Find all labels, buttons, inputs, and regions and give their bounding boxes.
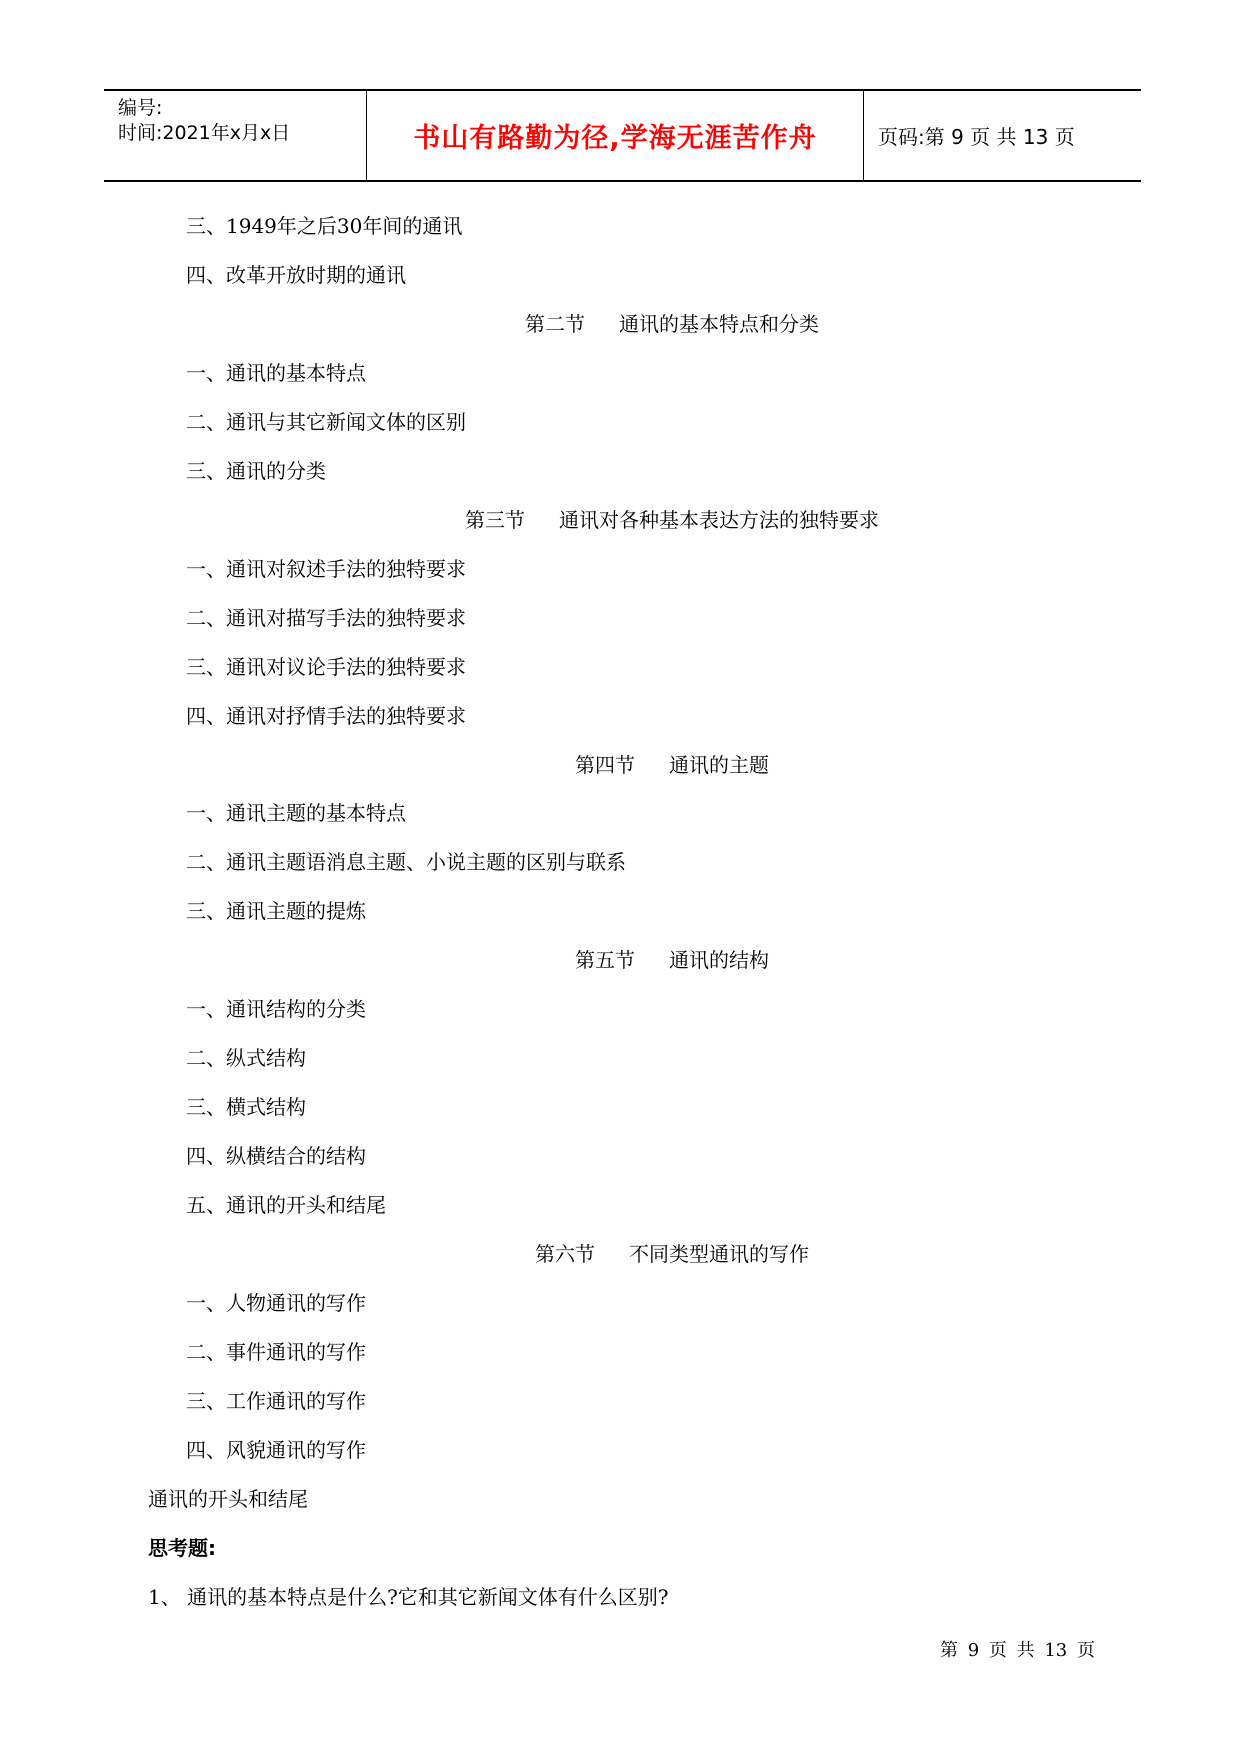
- list-item: 四、风貌通讯的写作: [186, 1438, 366, 1462]
- list-item: 一、通讯对叙述手法的独特要求: [186, 557, 466, 581]
- header-page-cell: [864, 91, 1141, 180]
- list-item: 三、通讯主题的提炼: [186, 899, 366, 923]
- section-number: 第五节: [575, 948, 635, 972]
- list-item: 三、通讯对议论手法的独特要求: [186, 655, 466, 679]
- document-time-label: 时间:2021年x月x日: [118, 122, 291, 144]
- section-number: 第三节: [465, 508, 525, 532]
- list-item: 二、通讯对描写手法的独特要求: [186, 606, 466, 630]
- list-item: 三、通讯的分类: [186, 459, 326, 483]
- section-heading: [0, 508, 1241, 532]
- section-number: 第二节: [525, 312, 585, 336]
- section-title: 不同类型通讯的写作: [629, 1242, 809, 1266]
- page-footer: 第 9 页 共 13 页: [940, 1640, 1095, 1661]
- section-number: 第四节: [575, 753, 635, 777]
- list-item: 三、1949年之后30年间的通讯: [186, 214, 463, 238]
- section-number: 第六节: [535, 1242, 595, 1266]
- section-heading: [0, 312, 1241, 336]
- document-number-label: 编号:: [118, 97, 163, 119]
- section-title: 通讯的基本特点和分类: [619, 312, 819, 336]
- section-heading: [0, 753, 1241, 777]
- section-heading: [0, 1242, 1241, 1266]
- list-item: 二、通讯与其它新闻文体的区别: [186, 410, 466, 434]
- closing-line: 通讯的开头和结尾: [148, 1487, 308, 1511]
- list-item: 二、事件通讯的写作: [186, 1340, 366, 1364]
- section-title: 通讯对各种基本表达方法的独特要求: [559, 508, 879, 532]
- document-header: [104, 89, 1141, 182]
- list-item: 二、通讯主题语消息主题、小说主题的区别与联系: [186, 850, 626, 874]
- list-item: 一、通讯结构的分类: [186, 997, 366, 1021]
- list-item: 一、通讯主题的基本特点: [186, 801, 406, 825]
- questions-heading: 思考题:: [148, 1536, 216, 1560]
- header-motto-cell: [367, 91, 864, 180]
- list-item: 二、纵式结构: [186, 1046, 306, 1070]
- question-item: 1、 通讯的基本特点是什么?它和其它新闻文体有什么区别?: [148, 1585, 669, 1609]
- list-item: 四、通讯对抒情手法的独特要求: [186, 704, 466, 728]
- list-item: 四、纵横结合的结构: [186, 1144, 366, 1168]
- section-title: 通讯的结构: [669, 948, 769, 972]
- header-motto: 书山有路勤为径,学海无涯苦作舟: [413, 123, 817, 154]
- section-title: 通讯的主题: [669, 753, 769, 777]
- list-item: 五、通讯的开头和结尾: [186, 1193, 386, 1217]
- list-item: 四、改革开放时期的通讯: [186, 263, 406, 287]
- list-item: 一、通讯的基本特点: [186, 361, 366, 385]
- list-item: 三、横式结构: [186, 1095, 306, 1119]
- list-item: 一、人物通讯的写作: [186, 1291, 366, 1315]
- header-page-info: 页码:第 9 页 共 13 页: [878, 125, 1075, 149]
- list-item: 三、工作通讯的写作: [186, 1389, 366, 1413]
- section-heading: [0, 948, 1241, 972]
- header-meta-cell: [104, 91, 367, 180]
